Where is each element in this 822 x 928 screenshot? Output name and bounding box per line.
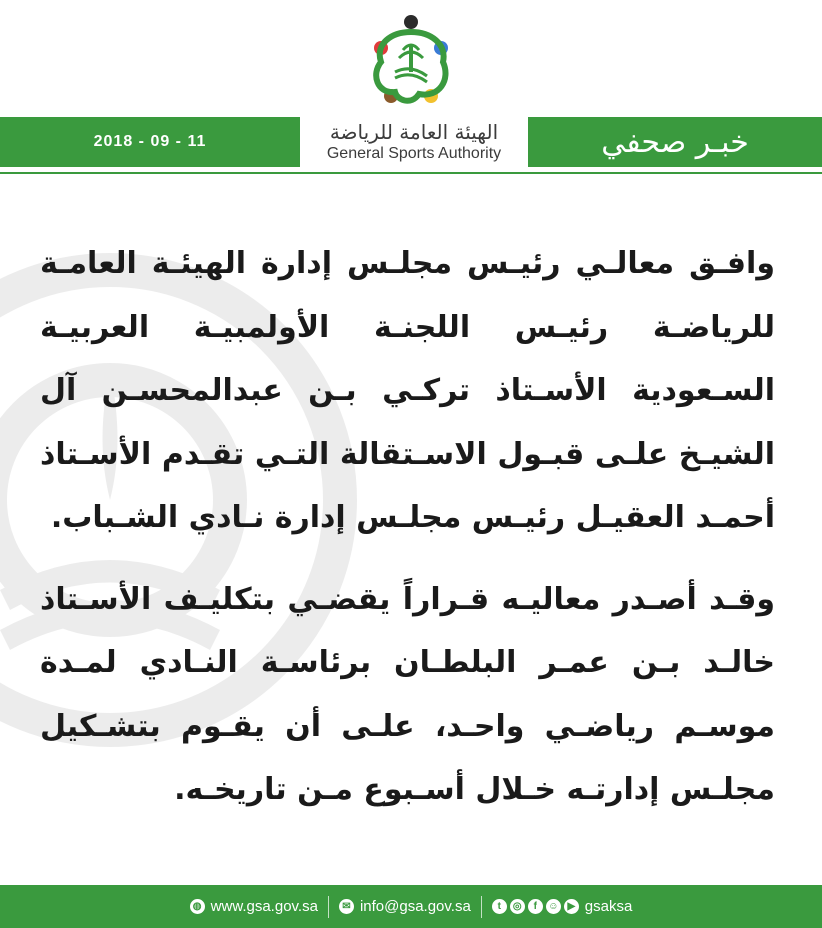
- website-link[interactable]: www.gsa.gov.sa: [210, 898, 318, 915]
- press-date: 2018 - 09 - 11: [93, 133, 207, 150]
- footer-bar: [0, 885, 822, 928]
- email-link[interactable]: info@gsa.gov.sa: [359, 898, 471, 915]
- facebook-icon[interactable]: f: [528, 899, 543, 914]
- press-release-title: خبـر صحفي: [601, 124, 749, 160]
- mail-icon: ✉: [339, 899, 354, 914]
- footer-social[interactable]: [492, 898, 633, 915]
- date-banner: [0, 117, 300, 167]
- globe-icon: ◍: [190, 899, 205, 914]
- article-body: [40, 232, 775, 822]
- twitter-icon[interactable]: t: [492, 899, 507, 914]
- header-band: [0, 117, 822, 167]
- gsa-logo: [361, 10, 461, 110]
- org-name-english: General Sports Authority: [326, 145, 502, 162]
- footer-website[interactable]: [190, 898, 318, 915]
- social-handle[interactable]: gsaksa: [584, 898, 633, 915]
- instagram-icon[interactable]: ◎: [510, 899, 525, 914]
- snapchat-icon[interactable]: ☺: [546, 899, 561, 914]
- footer-email[interactable]: [339, 898, 471, 915]
- footer-separator: [481, 896, 482, 918]
- social-icons: [492, 899, 579, 914]
- org-name-arabic: الهيئة العامة للرياضة: [329, 120, 499, 144]
- title-banner: [528, 117, 822, 167]
- youtube-icon[interactable]: ▶: [564, 899, 579, 914]
- article-paragraph-2: وقـد أصـدر معاليـه قـراراً يقضـي بتكليـف الأسـتاذ خالـد بـن عمـر البلطـان برئاسـة النـادي لمـدة موسـم رياضـي واحـد، علـى أن يقـوم بتشـكيل مجلـس إدارتـه خـلال أسـبوع مـن تاريخـه.: [40, 581, 775, 807]
- article-paragraph-1: وافـق معالـي رئيـس مجلـس إدارة الهيئـة العامـة للرياضـة رئيـس اللجنـة الأولمبيـة العربيـة السـعودية الأسـتاذ تركـي بـن عبدالمحسـن آل الشيـخ علـى قبـول الاسـتقالة التـي تقـدم الأسـتاذ أحمـد العقيـل رئيـس مجلـس إدارة نـادي الشـباب.: [40, 246, 775, 535]
- organization-name: [300, 117, 528, 167]
- footer-separator: [328, 896, 329, 918]
- header-divider: [0, 172, 822, 174]
